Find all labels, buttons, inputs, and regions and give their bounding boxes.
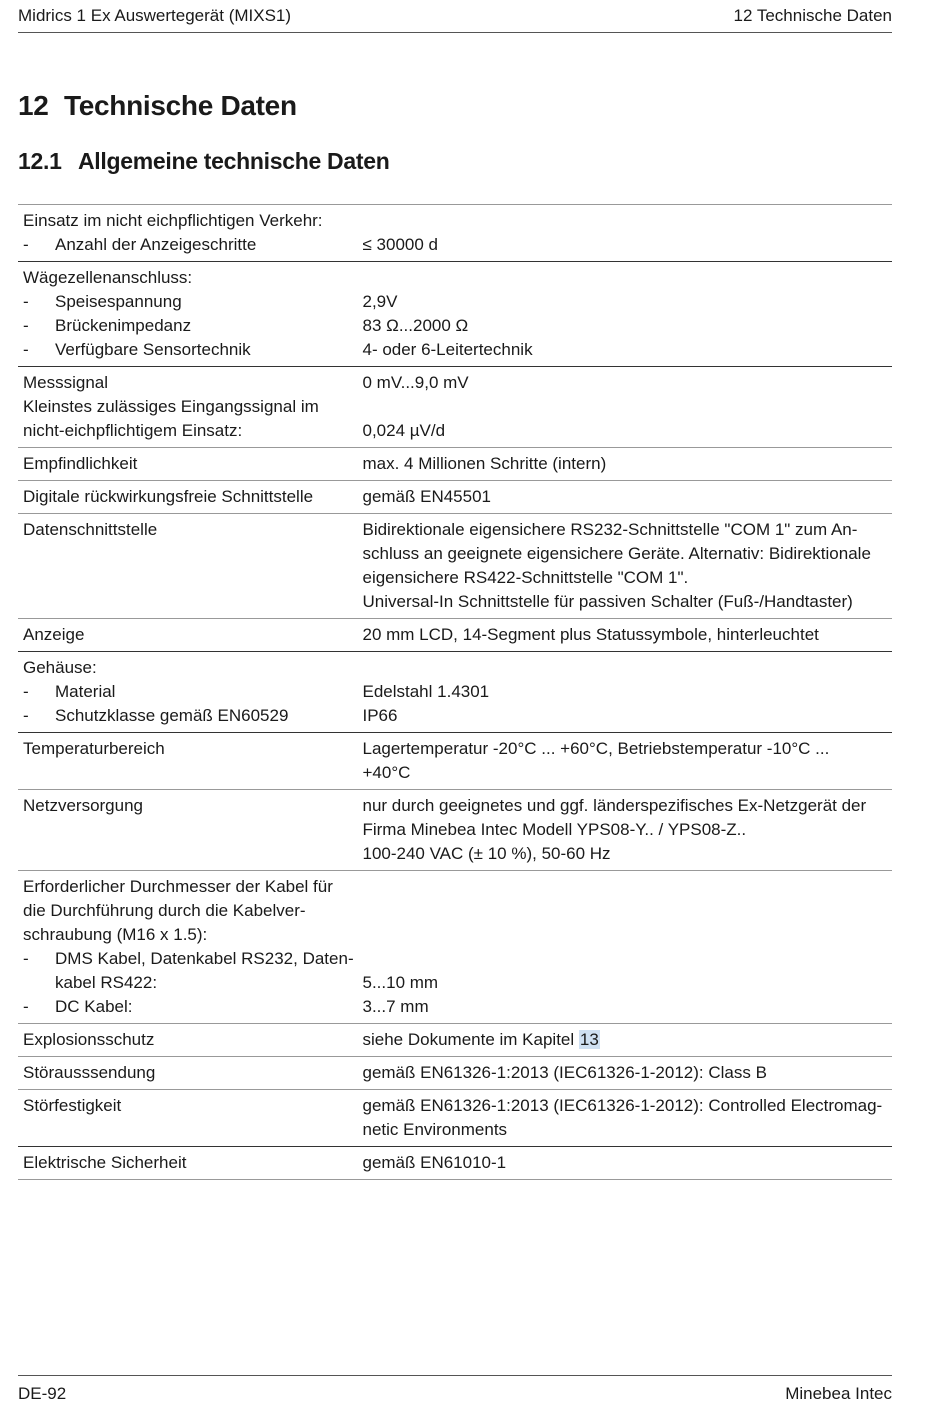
row-value: gemäß EN61326-1:2013 (IEC61326-1-2012): Controlled Electromag- xyxy=(362,1096,883,1115)
row-label: Erforderlicher Durchmesser der Kabel für xyxy=(23,877,333,896)
row-value: 4- oder 6-Leitertechnik xyxy=(362,340,533,359)
table-row xyxy=(18,733,892,790)
header-chapter-title: 12 Technische Daten xyxy=(733,6,892,25)
bullet-dash: - xyxy=(23,949,29,968)
chapter-link[interactable]: 13 xyxy=(579,1030,599,1049)
row-label: die Durchführung durch die Kabelver- xyxy=(23,901,306,920)
row-value: 5...10 mm xyxy=(362,973,439,992)
bullet-dash: - xyxy=(23,292,29,311)
table-row xyxy=(18,1024,892,1057)
row-label: Messsignal xyxy=(23,373,109,392)
row-label: Elektrische Sicherheit xyxy=(18,1147,357,1180)
table-row xyxy=(18,262,892,367)
row-value: 3...7 mm xyxy=(362,997,429,1016)
row-title: Wägezellenanschluss: xyxy=(23,268,193,287)
list-item: - Speisespannung xyxy=(23,290,357,314)
row-value: 2,9V xyxy=(362,292,398,311)
row-value: gemäß EN61010-1 xyxy=(357,1147,892,1180)
list-item: - Brückenimpedanz xyxy=(23,314,357,338)
list-item-continuation: kabel RS422: xyxy=(55,973,158,992)
table-row xyxy=(18,205,892,262)
row-value: 20 mm LCD, 14-Segment plus Statussymbole, hinterleuchtet xyxy=(357,619,892,652)
row-value: IP66 xyxy=(362,706,398,725)
row-value: 0,024 µV/d xyxy=(362,421,446,440)
page-header xyxy=(18,5,892,33)
bullet-dash: - xyxy=(23,235,29,254)
table-row xyxy=(18,514,892,619)
row-label: Anzeige xyxy=(18,619,357,652)
table-row xyxy=(18,1147,892,1180)
row-label: Kleinstes zulässiges Eingangssignal im xyxy=(23,397,319,416)
row-value: Firma Minebea Intec Modell YPS08-Y.. / YPS08-Z.. xyxy=(362,820,747,839)
row-value: eigensichere RS422-Schnittstelle "COM 1". xyxy=(362,568,689,587)
chapter-title: Technische Daten xyxy=(64,90,297,121)
footer-company: Minebea Intec xyxy=(785,1384,892,1403)
row-value: gemäß EN45501 xyxy=(357,481,892,514)
bullet-dash: - xyxy=(23,340,29,359)
row-title: Gehäuse: xyxy=(23,658,97,677)
section-title: Allgemeine technische Daten xyxy=(78,148,390,174)
specs-table xyxy=(18,204,892,1180)
row-value: nur durch geeignetes und ggf. länderspezifisches Ex-Netzgerät der xyxy=(362,796,867,815)
bullet-dash: - xyxy=(23,682,29,701)
table-row xyxy=(18,448,892,481)
page-footer xyxy=(18,1375,892,1403)
row-value: Bidirektionale eigensichere RS232-Schnittstelle "COM 1" zum An- xyxy=(362,520,858,539)
row-value: Lagertemperatur -20°C ... +60°C, Betriebstemperatur -10°C ... xyxy=(362,739,830,758)
row-value: 83 Ω...2000 Ω xyxy=(362,316,469,335)
row-label: Störfestigkeit xyxy=(18,1090,357,1147)
table-row xyxy=(18,790,892,871)
table-row xyxy=(18,652,892,733)
chapter-number: 12 xyxy=(18,90,49,121)
table-row xyxy=(18,367,892,448)
row-label: Datenschnittstelle xyxy=(18,514,357,619)
row-value: siehe Dokumente im Kapitel xyxy=(362,1030,575,1049)
bullet-dash: - xyxy=(23,997,29,1016)
row-value: max. 4 Millionen Schritte (intern) xyxy=(357,448,892,481)
row-title: Einsatz im nicht eichpflichtigen Verkehr: xyxy=(23,211,323,230)
list-item: - Material xyxy=(23,680,357,704)
list-item: - DMS Kabel, Datenkabel RS232, Daten- xyxy=(23,947,357,971)
table-row xyxy=(18,619,892,652)
chapter-heading xyxy=(18,90,297,122)
row-label: Explosionsschutz xyxy=(18,1024,357,1057)
list-item: - Anzahl der Anzeigeschritte xyxy=(23,233,357,257)
list-item: - Schutzklasse gemäß EN60529 xyxy=(23,704,357,728)
table-row xyxy=(18,1090,892,1147)
page-number: DE-92 xyxy=(18,1384,67,1403)
row-value: ≤ 30000 d xyxy=(362,235,438,254)
table-row xyxy=(18,481,892,514)
row-value: 100-240 VAC (± 10 %), 50-60 Hz xyxy=(362,844,611,863)
list-item: - Verfügbare Sensortechnik xyxy=(23,338,357,362)
row-label: Temperaturbereich xyxy=(18,733,357,790)
row-label: Netzversorgung xyxy=(18,790,357,871)
section-number: 12.1 xyxy=(18,148,62,174)
bullet-dash: - xyxy=(23,706,29,725)
list-item: - DC Kabel: xyxy=(23,995,357,1019)
row-label: Digitale rückwirkungsfreie Schnittstelle xyxy=(18,481,357,514)
row-value: schluss an geeignete eigensichere Geräte. Alternativ: Bidirektionale xyxy=(362,544,871,563)
header-document-title: Midrics 1 Ex Auswertegerät (MIXS1) xyxy=(18,6,292,25)
table-row xyxy=(18,871,892,1024)
row-value: gemäß EN61326-1:2013 (IEC61326-1-2012): Class B xyxy=(357,1057,892,1090)
row-label: nicht-eichpflichtigem Einsatz: xyxy=(23,421,243,440)
row-label: Störausssendung xyxy=(18,1057,357,1090)
row-label: schraubung (M16 x 1.5): xyxy=(23,925,208,944)
row-value: netic Environments xyxy=(362,1120,508,1139)
row-label: Empfindlichkeit xyxy=(18,448,357,481)
row-value: +40°C xyxy=(362,763,411,782)
row-value: Universal-In Schnittstelle für passiven Schalter (Fuß-/Handtaster) xyxy=(362,592,853,611)
table-row xyxy=(18,1057,892,1090)
bullet-dash: - xyxy=(23,316,29,335)
row-value: 0 mV...9,0 mV xyxy=(362,373,469,392)
row-value: Edelstahl 1.4301 xyxy=(362,682,490,701)
section-heading xyxy=(18,148,389,175)
